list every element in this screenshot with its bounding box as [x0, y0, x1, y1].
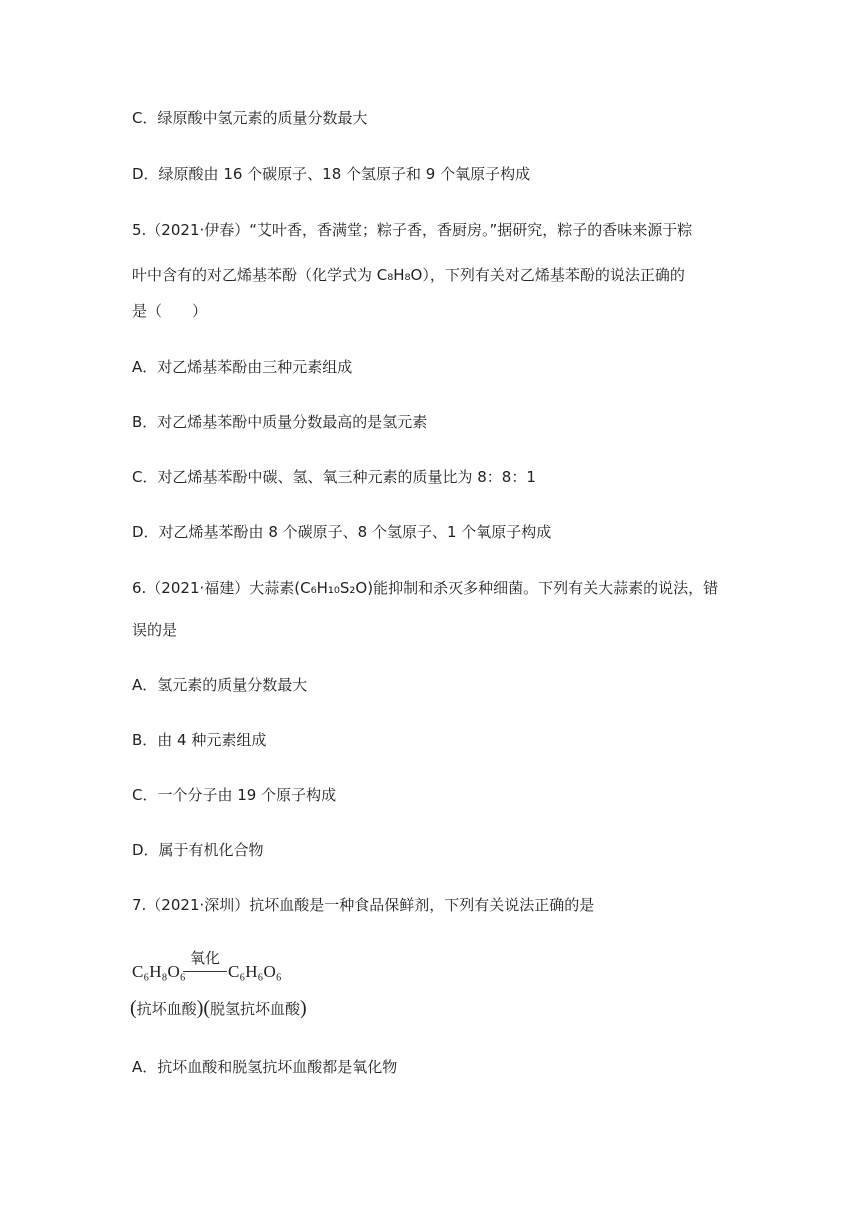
question-6-stem-1: 6.（2021·福建）大蒜素(C₆H₁₀S₂O)能抑制和杀灭多种细菌。下列有关大蒜素的说法，错 — [132, 579, 719, 597]
product-name: 脱氢抗坏血酸 — [210, 1000, 301, 1018]
question-5-option-d: D．对乙烯基苯酚由 8 个碳原子、8 个氢原子、1 个氧原子构成 — [132, 523, 552, 541]
question-6-stem-2: 误的是 — [132, 621, 178, 639]
question-5-option-b: B．对乙烯基苯酚中质量分数最高的是氢元素 — [132, 413, 428, 431]
question-7-option-a: A．抗坏血酸和脱氢抗坏血酸都是氧化物 — [132, 1058, 398, 1076]
line-c-option-q4: C．绿原酸中氢元素的质量分数最大 — [132, 109, 368, 127]
reactant-name: 抗坏血酸 — [136, 1000, 197, 1018]
question-7-stem: 7.（2021·深圳）抗坏血酸是一种食品保鲜剂，下列有关说法正确的是 — [132, 896, 595, 914]
reactant-formula: C₆H₈O₆ — [132, 962, 186, 981]
line-d-option-q4: D．绿原酸由 16 个碳原子、18 个氢原子和 9 个氧原子构成 — [132, 165, 531, 183]
question-6-option-b: B．由 4 种元素组成 — [132, 731, 267, 749]
question-6-option-a: A．氢元素的质量分数最大 — [132, 676, 308, 694]
product-formula: C₆H₆O₆ — [228, 962, 282, 981]
reaction-condition: 氧化 — [190, 949, 221, 967]
question-5-option-c: C．对乙烯基苯酚中碳、氢、氧三种元素的质量比为 8：8：1 — [132, 468, 536, 486]
reaction-arrow-line — [183, 971, 227, 972]
reaction-names: (抗坏血酸)(脱氢抗坏血酸) — [130, 997, 307, 1019]
question-5-stem-1: 5.（2021·伊春）“艾叶香，香满堂；粽子香，香厨房。”据研究，粽子的香味来源于粽 — [132, 221, 693, 239]
question-5-option-a: A．对乙烯基苯酚由三种元素组成 — [132, 358, 353, 376]
question-5-stem-3: 是（ ） — [132, 302, 208, 320]
question-6-option-d: D．属于有机化合物 — [132, 841, 264, 859]
question-5-stem-2: 叶中含有的对乙烯基苯酚（化学式为 C₈H₈O），下列有关对乙烯基苯酚的说法正确的 — [132, 266, 685, 284]
question-6-option-c: C．一个分子由 19 个原子构成 — [132, 786, 337, 804]
